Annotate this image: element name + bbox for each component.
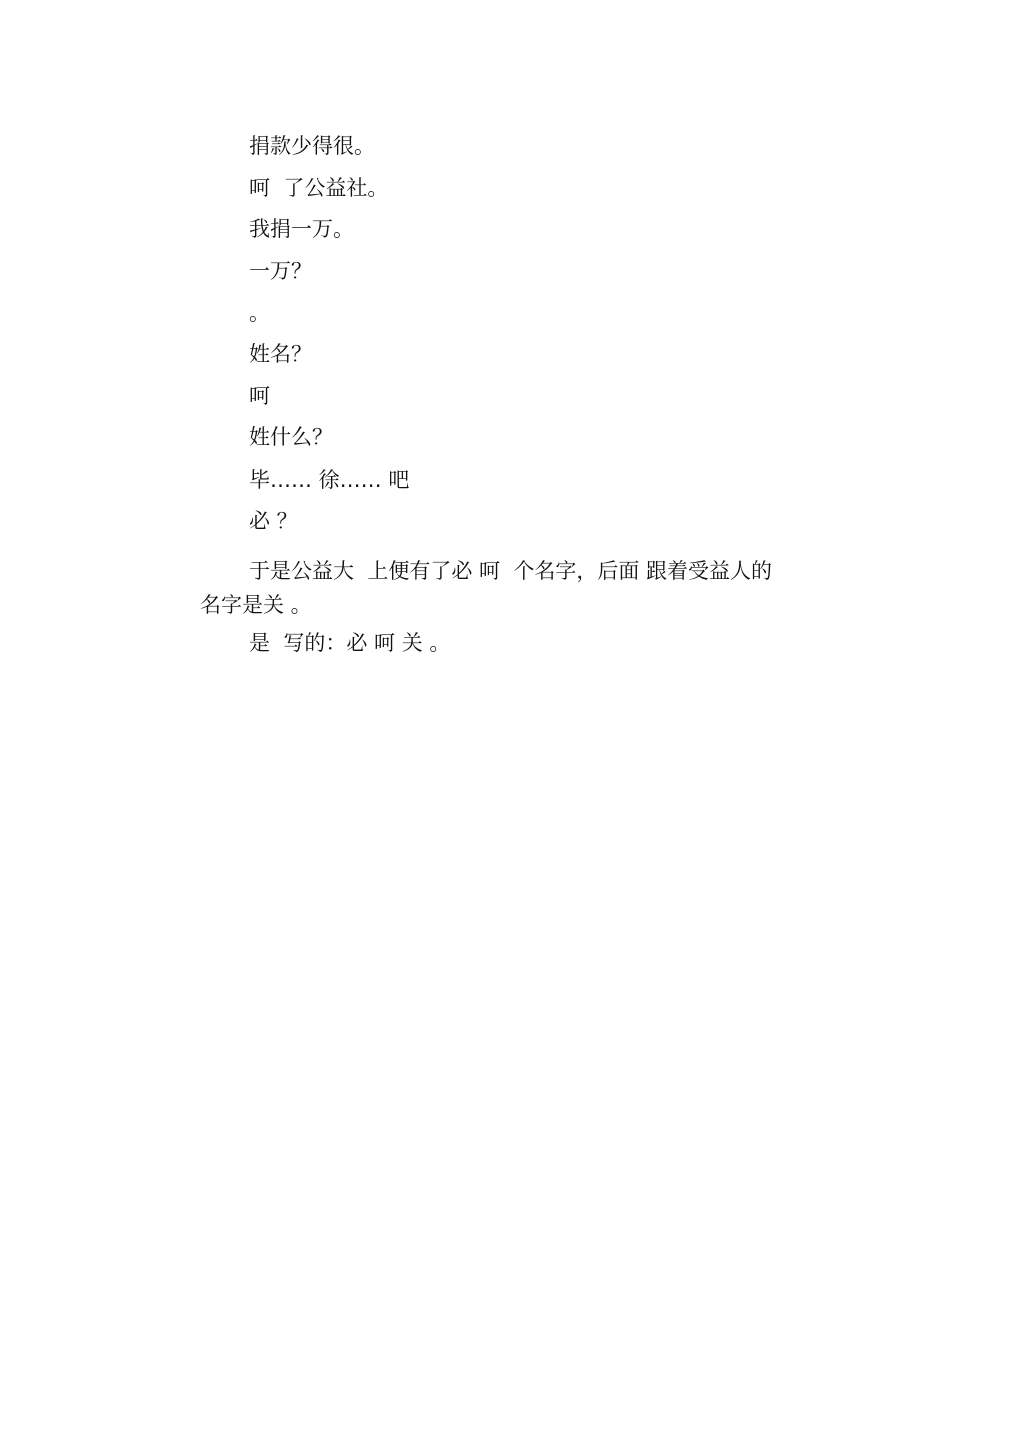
paragraph-line-1: 于是公益大 上便有了必 呵 个名字，后面 跟着受益人的 (249, 559, 773, 583)
dialogue-line-6: 姓名？ (249, 342, 312, 366)
paragraph-line-2: 名字是关 。 (200, 593, 312, 617)
dialogue-line-4: 一万？ (249, 259, 312, 283)
dialogue-line-9: 毕…… 徐…… 吧 (249, 468, 410, 492)
closing-line: 是 写的：必 呵 关 。 (249, 631, 451, 655)
dialogue-line-10: 必 ？ (249, 509, 298, 533)
dialogue-line-1: 捐款少得很。 (249, 134, 375, 158)
dialogue-line-3: 我捐一万。 (249, 217, 354, 241)
dialogue-line-8: 姓什么？ (249, 425, 333, 449)
dialogue-line-2: 呵 了公益社。 (249, 176, 389, 200)
dialogue-line-7: 呵 (249, 384, 270, 408)
dialogue-line-5: 。 (249, 301, 270, 325)
